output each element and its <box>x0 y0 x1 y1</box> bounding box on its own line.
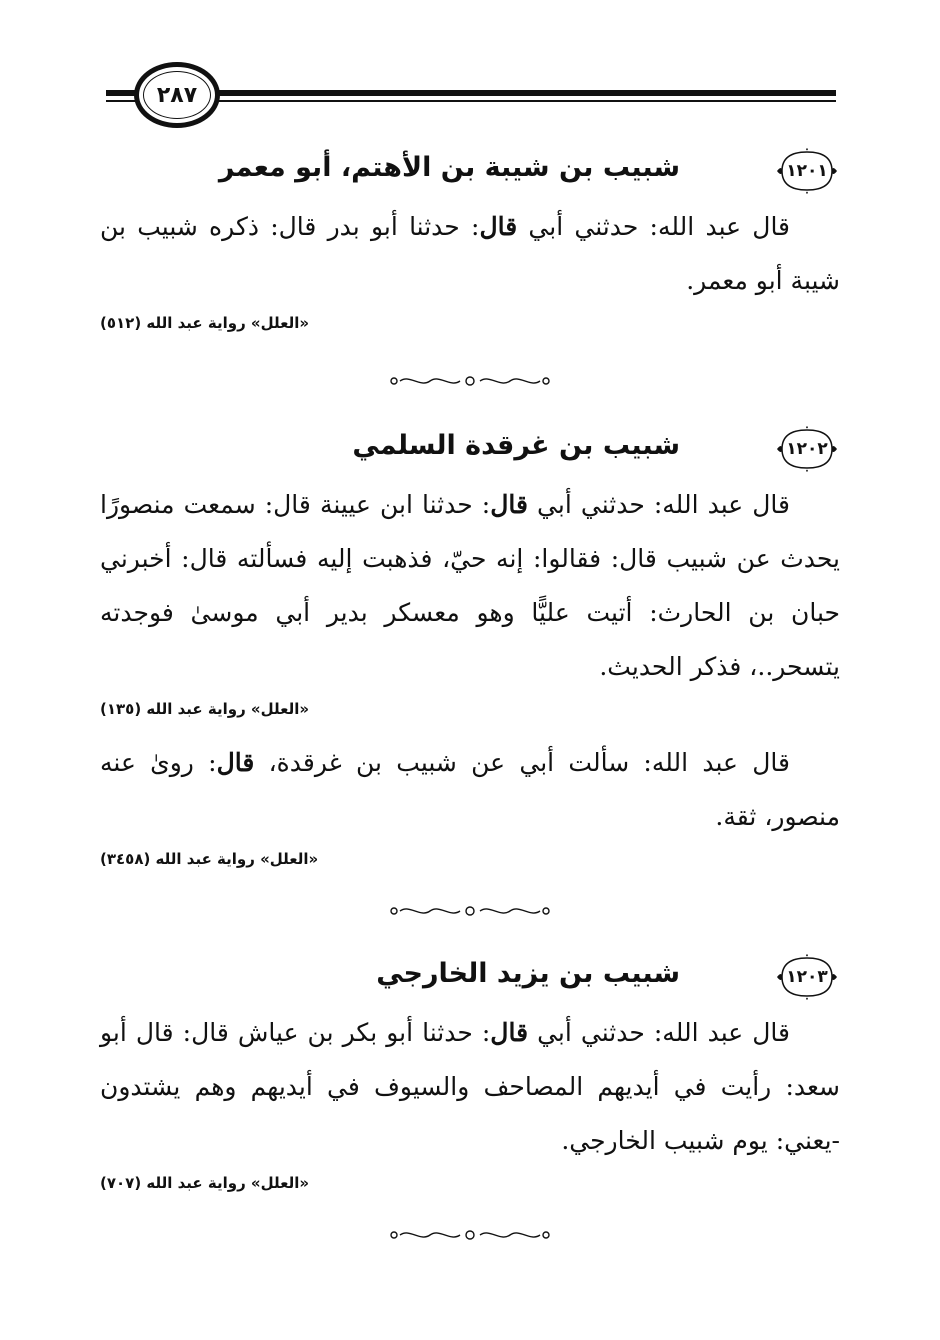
entry-paragraph <box>100 478 840 694</box>
entry-number: ١٢٠١ <box>786 161 828 181</box>
entry-number-badge <box>774 424 840 474</box>
paragraph-text: : رویٰ عنه منصور، ثقة. <box>100 748 840 831</box>
paragraph-lead: قال عبد الله: حدثني أبي <box>528 1018 790 1047</box>
paragraph-text: : حدثنا أبو بدر قال: ذكره شبيب بن شيبة أبو معمر. <box>100 212 840 295</box>
separator-ornament-icon <box>370 902 570 920</box>
entry-number: ١٢٠٢ <box>786 439 828 459</box>
paragraph-lead: قال عبد الله: حدثني أبي <box>517 212 791 241</box>
paragraph-bold-word: قال <box>490 490 528 519</box>
paragraph-text: : حدثنا ابن عيينة قال: سمعت منصورًا يحدث عن شبيب قال: فقالوا: إنه حيّ، فذهبت إليه فسألته قال: أخبرني حبان بن الحارث: أتيت عليًّا وهو معسكر بدير أبي موسىٰ فوجدته يتسحر..، فذكر الحديث. <box>100 490 840 681</box>
paragraph-lead: قال عبد الله: سألت أبي عن شبيب بن غرقدة، <box>254 748 790 777</box>
paragraph-bold-word: قال <box>479 212 518 241</box>
entry-paragraph <box>100 200 840 308</box>
paragraph-bold-word: قال <box>490 1018 529 1047</box>
entry-paragraph <box>100 736 840 844</box>
entry-1201 <box>100 146 840 350</box>
entry-number-badge <box>774 146 840 196</box>
entry-title: شبيب بن شيبة بن الأهتم، أبو معمر <box>218 152 680 183</box>
entry-title: شبيب بن غرقدة السلمي <box>352 430 680 461</box>
entry-1203 <box>100 952 840 1210</box>
paragraph-bold-word: قال <box>216 748 255 777</box>
citation: «العلل» رواية عبد الله (٧٠٧) <box>100 1174 310 1192</box>
entry-heading <box>100 146 840 200</box>
separator-ornament-icon <box>370 372 570 390</box>
page-header <box>106 60 836 130</box>
entry-number: ١٢٠٣ <box>786 967 828 987</box>
entry-title: شبيب بن يزيد الخارجي <box>376 958 680 989</box>
citation: «العلل» رواية عبد الله (١٣٥) <box>100 700 310 718</box>
entry-number-badge <box>774 952 840 1002</box>
page-number-oval <box>134 62 220 128</box>
paragraph-lead: قال عبد الله: حدثني أبي <box>527 490 790 519</box>
citation: «العلل» رواية عبد الله (٣٤٥٨) <box>100 850 319 868</box>
entry-heading <box>100 424 840 478</box>
paragraph-text: : حدثنا أبو بكر بن عياش قال: قال أبو سعد: رأيت في أيديهم المصاحف والسيوف في أيديهم وهم يشتدون -يعني: يوم شبيب الخارجي. <box>100 1018 840 1155</box>
separator-ornament-icon <box>370 1226 570 1244</box>
entry-1202 <box>100 424 840 886</box>
entry-heading <box>100 952 840 1006</box>
page-number: ٢٨٧ <box>156 82 198 108</box>
entry-paragraph <box>100 1006 840 1168</box>
citation: «العلل» رواية عبد الله (٥١٢) <box>100 314 310 332</box>
